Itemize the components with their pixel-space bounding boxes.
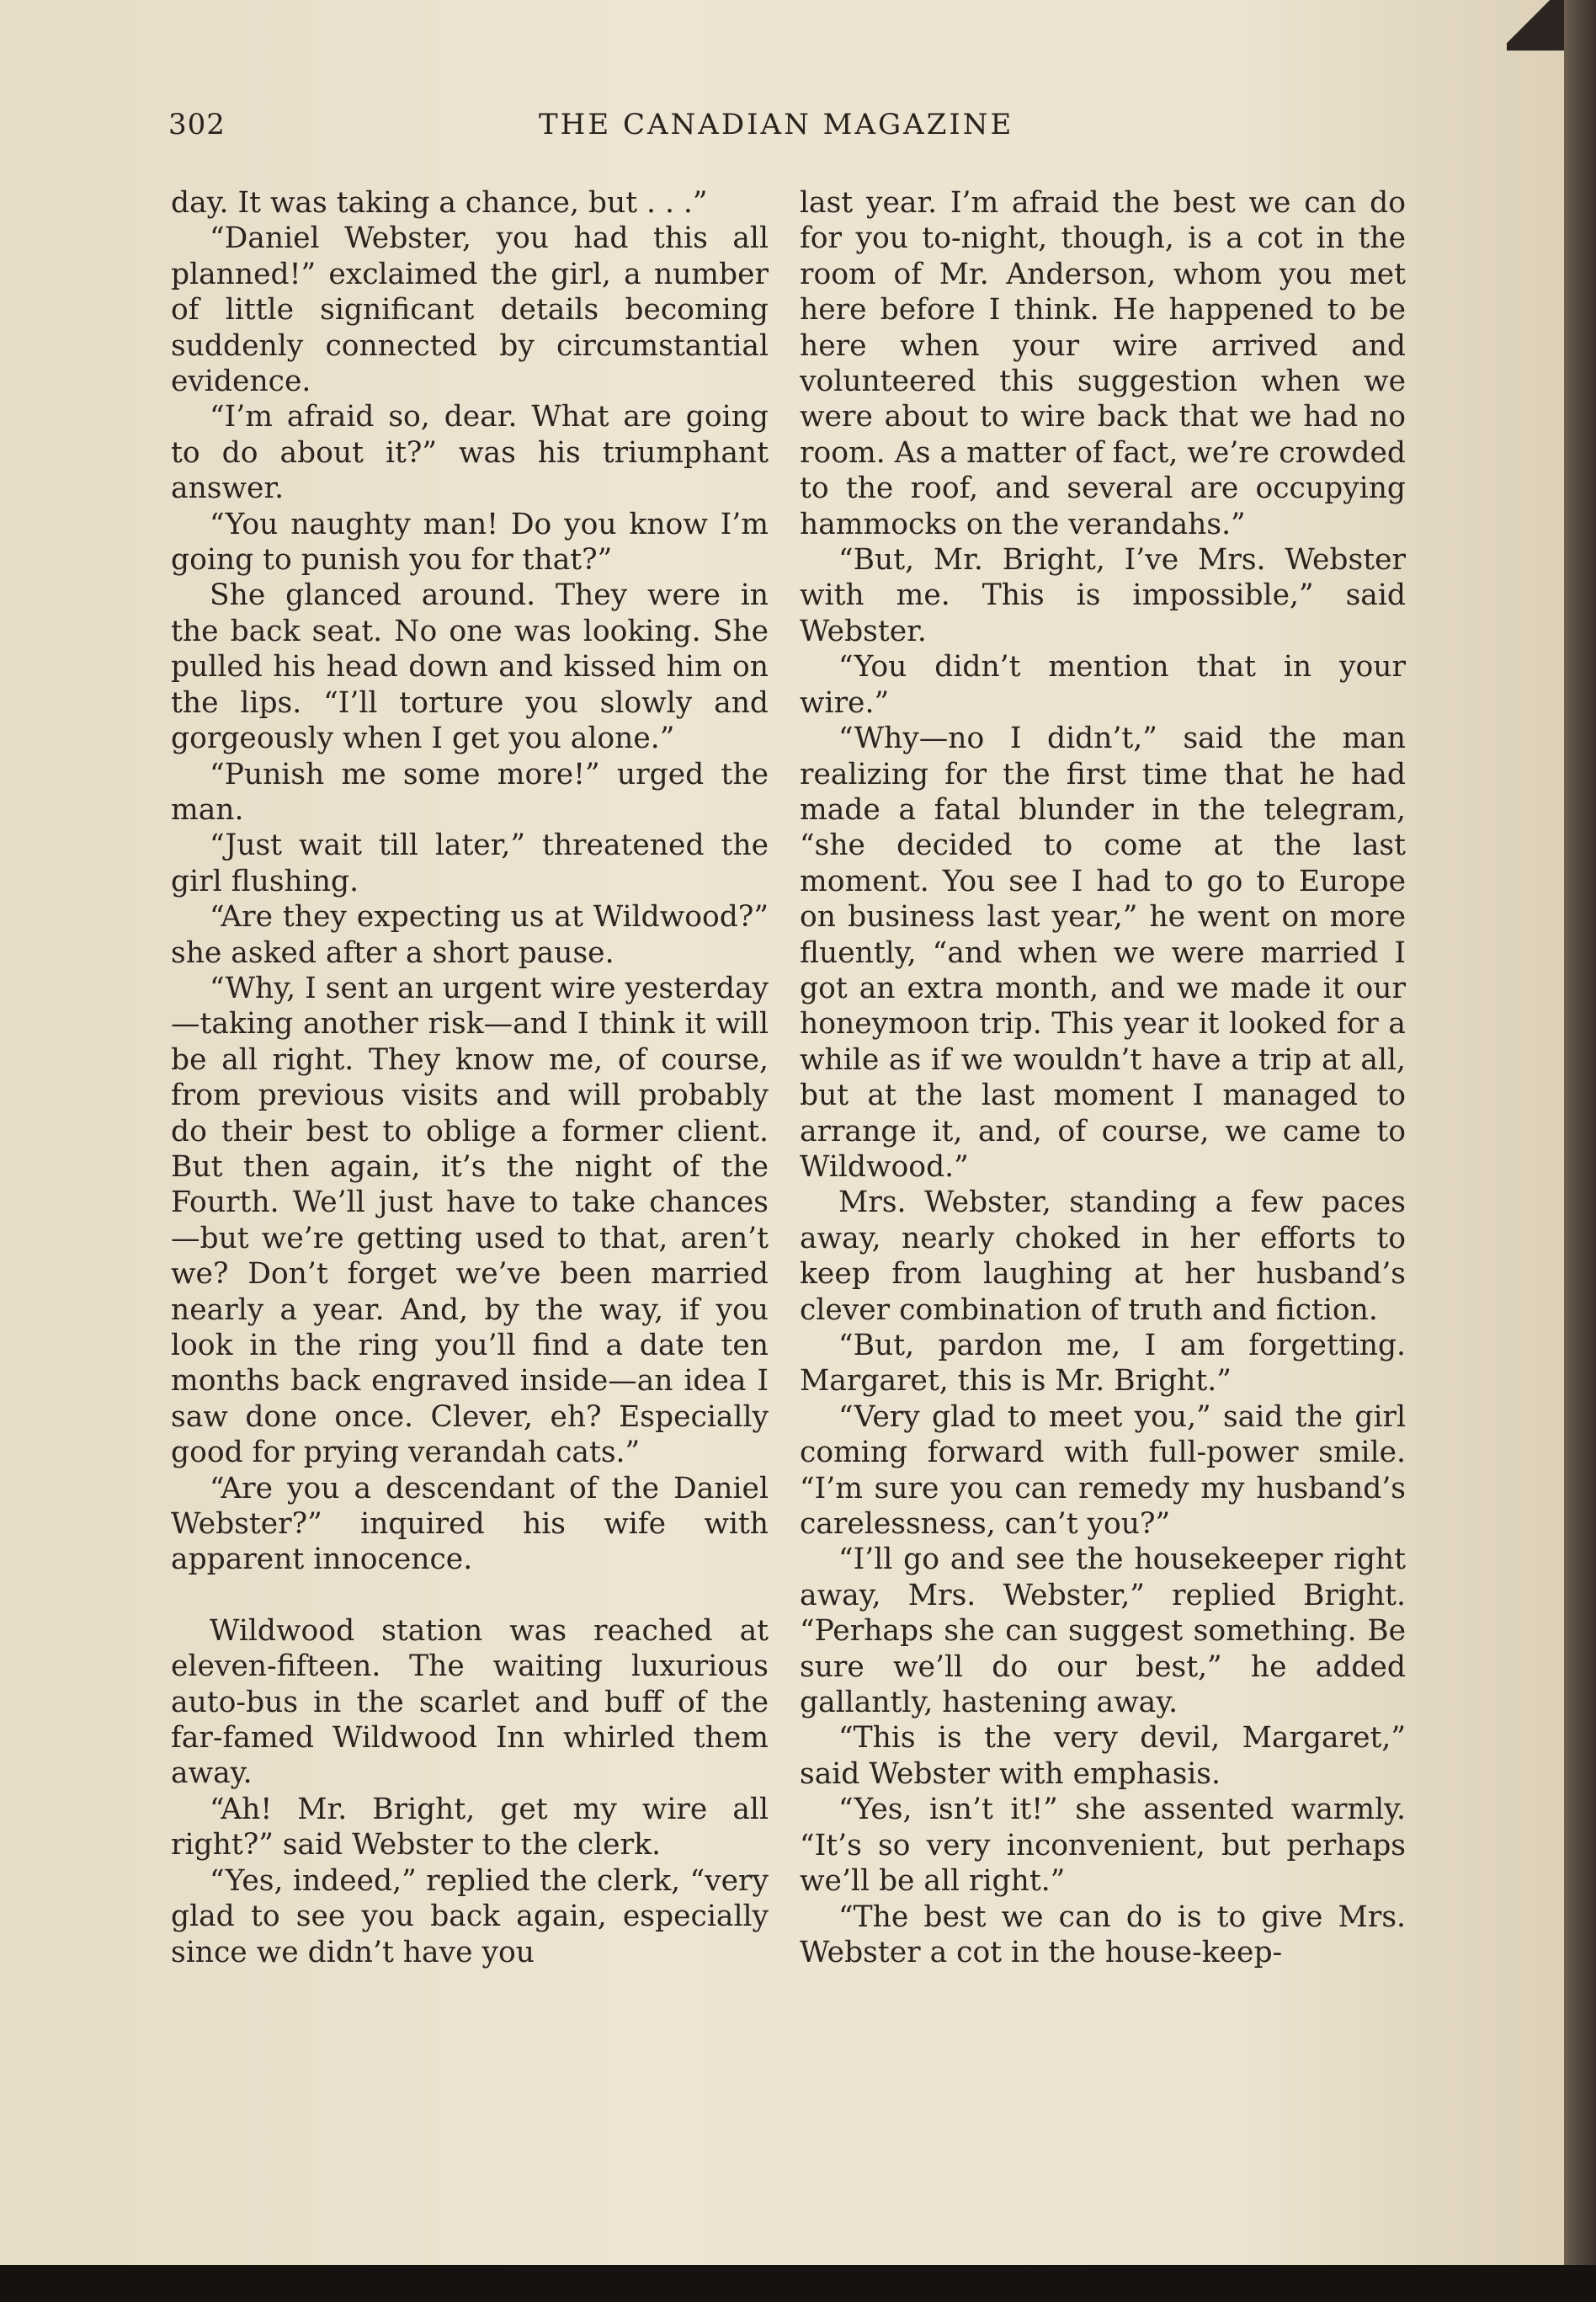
page-number: 302 bbox=[168, 108, 226, 141]
paragraph: “Are they expecting us at Wildwood?” she asked after a short pause. bbox=[171, 900, 769, 970]
paragraph: “Yes, isn’t it!” she assented warmly. “It’s so very inconvenient, but perhaps we’ll be all right.” bbox=[800, 1793, 1406, 1899]
paragraph: “I’ll go and see the housekeeper right away, Mrs. Webster,” replied Bright. “Perhaps she can suggest something. Be sure we’ll do our best,” he added gallantly, hastening away. bbox=[800, 1543, 1406, 1720]
paragraph: “The best we can do is to give Mrs. Webster a cot in the house-keep- bbox=[800, 1900, 1406, 1969]
paragraph: “Very glad to meet you,” said the girl coming forward with full-power smile. “I’m sure you can remedy my husband’s carelessness, can’t you?” bbox=[800, 1399, 1406, 1542]
paragraph: “You didn’t mention that in your wire.” bbox=[800, 650, 1406, 720]
page-corner-shadow bbox=[1507, 0, 1564, 51]
paragraph: She glanced around. They were in the back seat. No one was looking. She pulled his head down and kissed him on the lips. “I’ll torture you slowly and gorgeously when I get you alone.” bbox=[171, 578, 769, 756]
right-column bbox=[800, 185, 1406, 1970]
paragraph: “Why, I sent an urgent wire yesterday—taking another risk—and I think it will be all right. They know me, of course, from previous visits and will probably do their best to oblige a former client. But then again, it’s the night of the Fourth. We’ll just have to take chances—but we’re getting used to that, aren’t we? Don’t forget we’ve been married nearly a year. And, by the way, if you look in the ring you’ll find a date ten months back engraved inside—an idea I saw done once. Clever, eh? Especially good for prying verandah cats.” bbox=[171, 971, 769, 1470]
bottom-edge bbox=[0, 2265, 1596, 2302]
paragraph: “This is the very devil, Margaret,” said Webster with emphasis. bbox=[800, 1721, 1406, 1791]
paragraph: “I’m afraid so, dear. What are going to do about it?” was his triumphant answer. bbox=[171, 400, 769, 506]
paragraph: Wildwood station was reached at eleven-fifteen. The waiting luxurious auto-bus in the scarlet and buff of the far-famed Wildwood Inn whirled them away. bbox=[171, 1613, 769, 1791]
paragraph: “Punish me some more!” urged the man. bbox=[171, 757, 769, 827]
paragraph: Mrs. Webster, standing a few paces away, nearly choked in her efforts to keep from laughing at her husband’s clever combination of truth and fiction. bbox=[800, 1186, 1406, 1327]
paragraph: “Just wait till later,” threatened the girl flushing. bbox=[171, 829, 769, 898]
left-column bbox=[171, 185, 769, 1970]
paragraph: “Why—no I didn’t,” said the man realizing for the first time that he had made a fatal blunder in the telegram, “she decided to come at the last moment. You see I had to go to Europe on business last year,” he went on more fluently, “and when we were married I got an extra month, and we made it our honeymoon trip. This year it looked for a while as if we wouldn’t have a trip at all, but at the last moment I managed to arrange it, and, of course, we came to Wildwood.” bbox=[800, 722, 1406, 1184]
paragraph: “Daniel Webster, you had this all planned!” exclaimed the girl, a number of little significant details becoming suddenly connected by circumstantial evidence. bbox=[171, 221, 769, 399]
page-header bbox=[168, 108, 1431, 150]
binding-edge bbox=[1564, 0, 1596, 2265]
paragraph: last year. I’m afraid the best we can do for you to-night, though, is a cot in the room of Mr. Anderson, whom you met here before I think. He happened to be here when your wire arrived and volunteered this suggestion when we were about to wire back that we had no room. As a matter of fact, we’re crowded to the roof, and several are occupying hammocks on the verandahs.” bbox=[800, 186, 1406, 541]
paragraph: “Yes, indeed,” replied the clerk, “very glad to see you back again, especially since we didn’t have you bbox=[171, 1863, 769, 1969]
paragraph: “You naughty man! Do you know I’m going to punish you for that?” bbox=[171, 507, 769, 578]
paragraph: “But, Mr. Bright, I’ve Mrs. Webster with me. This is impossible,” said Webster. bbox=[800, 543, 1406, 648]
paragraph: “Ah! Mr. Bright, get my wire all right?” said Webster to the clerk. bbox=[171, 1792, 769, 1862]
paragraph: “But, pardon me, I am forgetting. Margaret, this is Mr. Bright.” bbox=[800, 1329, 1406, 1399]
running-title: THE CANADIAN MAGAZINE bbox=[539, 108, 1014, 141]
paragraph: “Are you a descendant of the Daniel Webster?” inquired his wife with apparent innocence. bbox=[171, 1471, 769, 1577]
paragraph: day. It was taking a chance, but . . .” bbox=[171, 186, 708, 220]
